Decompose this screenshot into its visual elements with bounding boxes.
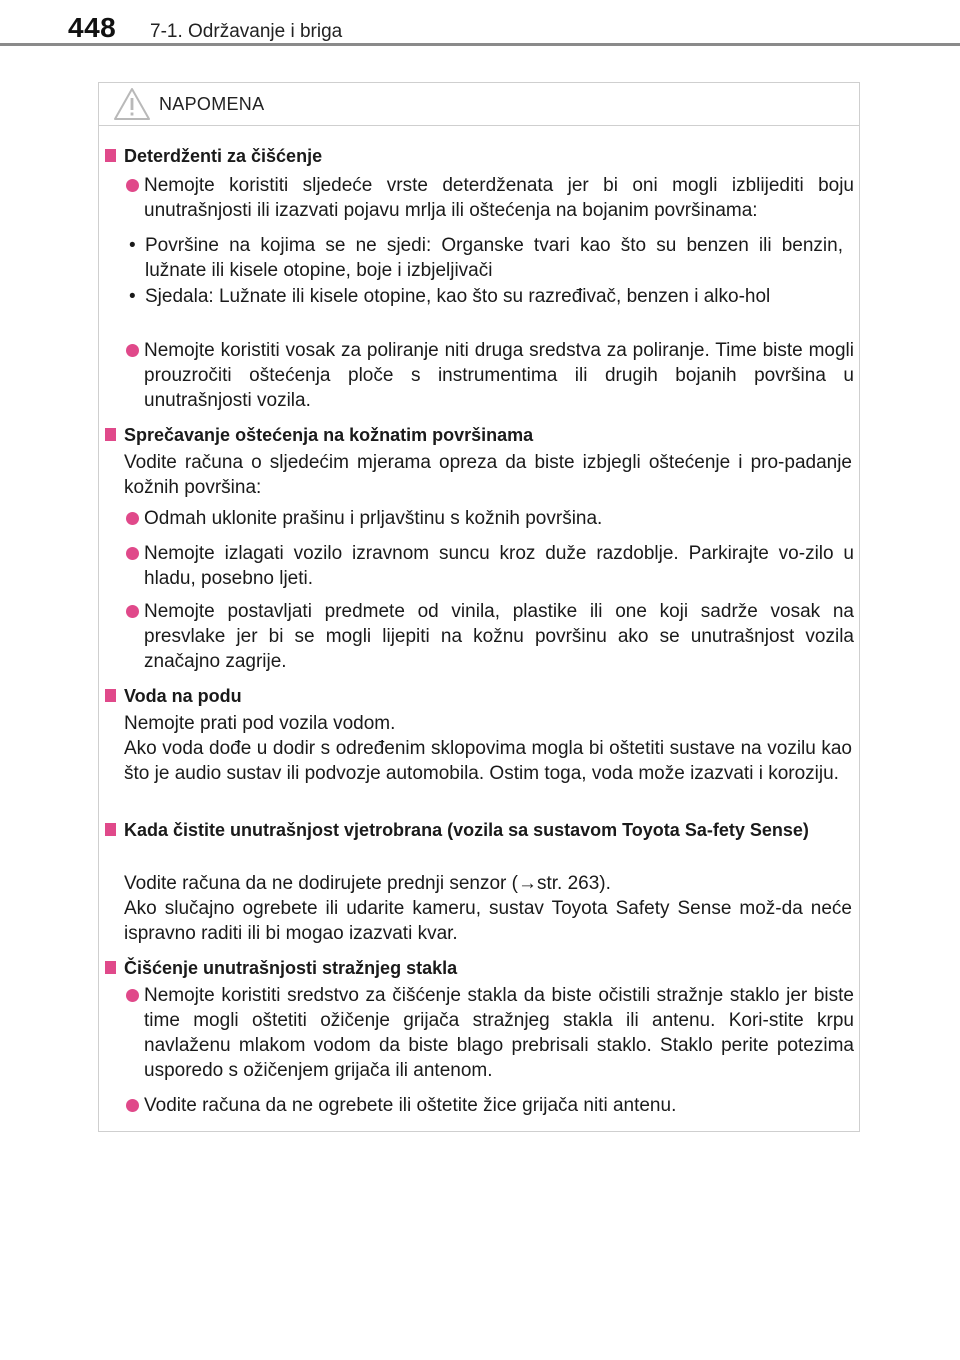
- section-title: Kada čistite unutrašnjost vjetrobrana (vozila sa sustavom Toyota Sa-fety Sense): [124, 820, 809, 840]
- section-title: Čišćenje unutrašnjosti stražnjeg stakla: [124, 958, 458, 978]
- section-intro: Vodite računa o sljedećim mjerama opreza da biste izbjegli oštećenje i pro-padanje kožnih površina:: [124, 452, 852, 498]
- sub-list-item-text: Površine na kojima se ne sjedi: Organske tvari kao što su benzen ili benzin, lužnate ili kisele otopine, boje i izbjeljivači: [145, 235, 843, 281]
- section-title: Deterdženti za čišćenje: [124, 146, 323, 166]
- section-heading: [99, 817, 859, 845]
- section-detergents: [99, 143, 859, 171]
- section-rear-glass: [99, 955, 859, 983]
- section-text: Ako slučajno ogrebete ili udarite kameru, sustav Toyota Safety Sense mož-da neće ispravno raditi ili bi mogao izazvati kvar.: [124, 898, 852, 944]
- section-heading: [99, 955, 859, 983]
- section-title: Sprečavanje oštećenja na kožnatim površinama: [124, 425, 534, 445]
- notice-title: NAPOMENA: [159, 94, 265, 114]
- section-title: Voda na podu: [124, 686, 242, 706]
- section-text: Nemojte prati pod vozila vodom.: [124, 713, 396, 734]
- section-text: Ako voda dođe u dodir s određenim sklopovima mogla bi oštetiti sustave na vozilu kao što je audio sustav ili podvozje automobila. Ostim toga, voda može izazvati i koroziju.: [124, 738, 852, 784]
- list-item-text: Vodite računa da ne ogrebete ili oštetite žice grijača niti antenu.: [144, 1095, 677, 1116]
- list-item-text: Nemojte koristiti sljedeće vrste deterdženata jer bi oni mogli izblijediti boju unutrašnjosti ili izazvati pojavu mrlja ili oštećenja na bojanim površinama:: [144, 175, 854, 221]
- list-item-text: Nemojte postavljati predmete od vinila, plastike ili one koji sadrže vosak na presvlake jer bi se mogli lijepiti na kožnu površinu ako se unutrašnjost vozila značajno zagrije.: [144, 601, 854, 672]
- square-marker-icon: [105, 823, 116, 836]
- circle-bullet-icon: [126, 344, 139, 357]
- warning-triangle-icon: [113, 87, 151, 121]
- list-item-text: Nemojte koristiti sredstvo za čišćenje stakla da biste očistili stražnje staklo jer biste time mogli oštetiti ožičenje grijača stražnjeg stakla ili antenu. Kori-stite krpu navlaženu mlakom vodom da biste blago prebrisali staklo. Staklo perite potezima usporedo s ožičenjem grijača ili antenom.: [144, 985, 854, 1081]
- section-text: Vodite računa da ne dodirujete prednji senzor (→str. 263).: [124, 873, 611, 894]
- circle-bullet-icon: [126, 512, 139, 525]
- circle-bullet-icon: [126, 989, 139, 1002]
- page-number: 448: [68, 12, 117, 43]
- notice-box: [98, 82, 860, 1132]
- square-marker-icon: [105, 428, 116, 441]
- section-windshield: [99, 817, 859, 845]
- list-item-text: Nemojte izlagati vozilo izravnom suncu kroz duže razdoblje. Parkirajte vo-zilo u hladu, posebno ljeti.: [144, 543, 854, 589]
- section-heading: [99, 422, 859, 450]
- dot-bullet-icon: •: [129, 286, 136, 307]
- section-heading: [99, 683, 859, 711]
- circle-bullet-icon: [126, 1099, 139, 1112]
- header-rule: [0, 43, 960, 46]
- circle-bullet-icon: [126, 547, 139, 560]
- section-heading: [99, 143, 859, 171]
- list-item-text: Nemojte koristiti vosak za poliranje niti druga sredstva za poliranje. Time biste mogli prouzročiti oštećenja ploče s instrumentima ili drugih bojanih površina u unutrašnjosti vozila.: [144, 340, 854, 411]
- notice-header: [99, 83, 859, 126]
- square-marker-icon: [105, 961, 116, 974]
- list-item-text: Odmah uklonite prašinu i prljavštinu s kožnih površina.: [144, 508, 603, 529]
- dot-bullet-icon: •: [129, 235, 136, 256]
- square-marker-icon: [105, 149, 116, 162]
- section-leather: [99, 422, 859, 450]
- circle-bullet-icon: [126, 179, 139, 192]
- page-header: [0, 0, 960, 44]
- sub-list-item-text: Sjedala: Lužnate ili kisele otopine, kao što su razređivač, benzen i alko-hol: [145, 286, 771, 307]
- section-floor-water: [99, 683, 859, 711]
- chapter-title: 7-1. Održavanje i briga: [150, 21, 343, 42]
- square-marker-icon: [105, 689, 116, 702]
- circle-bullet-icon: [126, 605, 139, 618]
